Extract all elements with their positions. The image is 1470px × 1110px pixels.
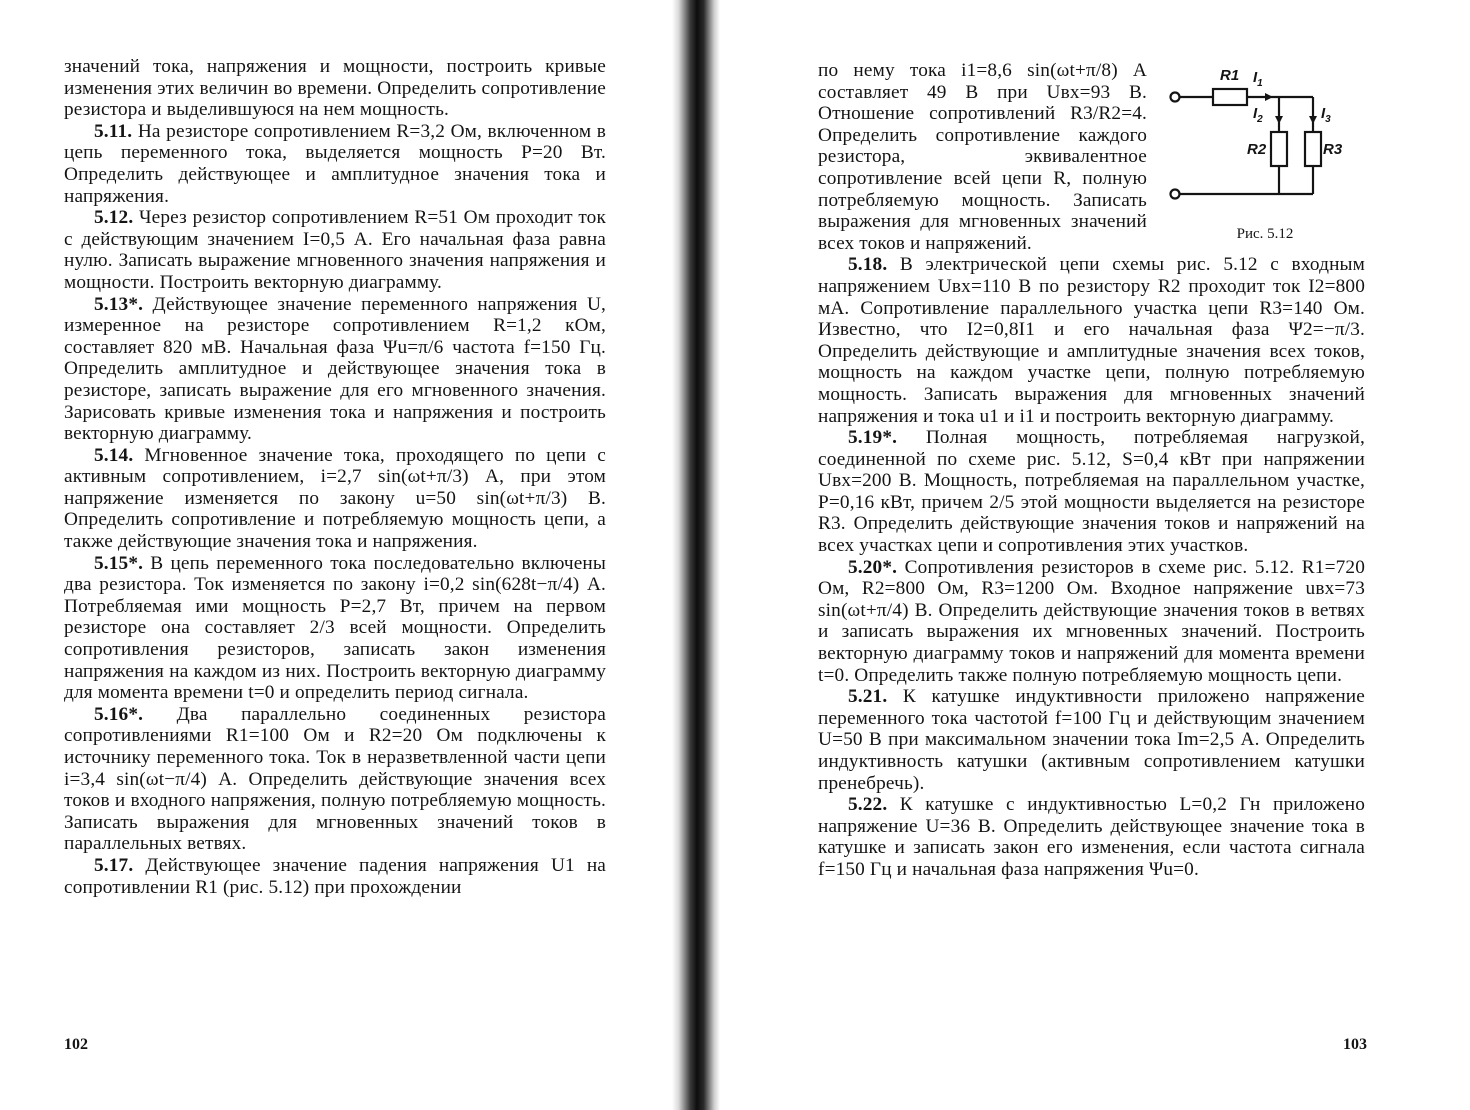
problem-number: 5.13*. xyxy=(94,293,144,315)
current-arrow-i2 xyxy=(1275,116,1283,124)
problem-continuation: значений тока, напряжения и мощности, построить кривые изменения этих величин во времени. Определить сопротивление резистора и выделившуюся на нем мощность. xyxy=(64,56,606,121)
problem-number: 5.11. xyxy=(94,120,133,142)
problem-number: 5.17. xyxy=(94,854,134,876)
problem-number: 5.19*. xyxy=(848,427,898,449)
problem-5-11: 5.11. На резисторе сопротивлением R=3,2 Ом, включенном в цепь переменного тока, выделяется мощность P=20 Вт. Определить действующее и амплитудное значения тока и напряжения. xyxy=(64,120,606,207)
page-number-right: 103 xyxy=(1343,1036,1367,1053)
page-number-left: 102 xyxy=(64,1036,88,1053)
problem-number: 5.22. xyxy=(848,794,888,816)
book-spine-gutter xyxy=(672,0,720,1110)
problem-number: 5.21. xyxy=(848,686,888,708)
problem-5-19: 5.19*. Полная мощность, потребляемая нагрузкой, соединенной по схеме рис. 5.12, S=0,4 кВт при напряжении Uвх=200 В. Мощность, потребляемая на параллельном участке, P=0,16 кВт, причем 2/5 этой мощности выделяется на резисторе R3. Определить действующие значения токов и напряжений на всех участках цепи и сопротивления этих участков. xyxy=(818,427,1365,557)
problem-5-21: 5.21. К катушке индуктивности приложено напряжение переменного тока частотой f=100 Гц и действующим значением U=50 В при максимальном значении тока Im=2,5 А. Определить индуктивность катушки (активным сопротивлением катушки пренебречь). xyxy=(818,686,1365,794)
problem-5-17-continuation: по нему тока i1=8,6 sin(ωt+π/8) А составляет 49 В при Uвх=93 В. Отношение сопротивлений R3/R2=4. Определить сопротивление каждого резистора, эквивалентное сопротивление всей цепи R, полную потребляемую мощность. Записать выражения для мгновенных значений всех токов и напряжений. xyxy=(818,60,1147,254)
problem-5-12: 5.12. Через резистор сопротивлением R=51 Ом проходит ток с действующим значением I=0,5 А. Его начальная фаза равна нулю. Записать выражение мгновенного значения напряжения и мощности. Построить векторную диаграмму. xyxy=(64,207,606,293)
current-arrow-i3 xyxy=(1309,116,1317,124)
problem-5-18: 5.18. В электрической цепи схемы рис. 5.12 с входным напряжением Uвх=110 В по резистору R2 проходит ток I2=800 мА. Сопротивление параллельного участка цепи R3=140 Ом. Известно, что I2=0,8I1 и его начальная фаза Ψ2=−π/3. Определить действующие и амплитудные значения всех токов, мощность на каждом участке цепи, полную потребляемую мощность. Записать выражения для мгновенных значений напряжения и тока u1 и i1 и построить векторную диаграмму. xyxy=(818,254,1365,427)
left-page-text xyxy=(64,56,606,898)
problem-5-22: 5.22. К катушке с индуктивностью L=0,2 Гн приложено напряжение U=36 В. Определить действующее значение тока в катушке и записать закон его изменения, если частота сигнала f=150 Гц и начальная фаза напряжения Ψu=0. xyxy=(818,794,1365,880)
problem-number: 5.15*. xyxy=(94,552,144,574)
problem-5-17: 5.17. Действующее значение падения напряжения U1 на сопротивлении R1 (рис. 5.12) при прохождении xyxy=(64,854,606,898)
label-i2: $I_2$ xyxy=(1253,105,1263,125)
problem-5-15: 5.15*. В цепь переменного тока последовательно включены два резистора. Ток изменяется по закону i=0,2 sin(628t−π/4) А. Потребляемая ими мощность P=2,7 Вт, причем на первом резисторе она составляет 2/3 всей мощности. Определить сопротивления резисторов, записать закон изменения напряжения на каждом из них. Построить векторную диаграмму для момента времени t=0 и определить период сигнала. xyxy=(64,552,606,704)
input-terminal-bottom xyxy=(1171,190,1180,199)
figure-caption: Рис. 5.12 xyxy=(1236,226,1294,242)
problem-number: 5.18. xyxy=(848,254,888,276)
label-i3: $I_3$ xyxy=(1321,105,1331,125)
problem-number: 5.12. xyxy=(94,207,134,229)
figure-5-12 xyxy=(1165,60,1365,243)
input-terminal-top xyxy=(1171,93,1180,102)
problem-number: 5.14. xyxy=(94,444,134,466)
resistor-r3 xyxy=(1305,132,1321,166)
label-r3: R3 xyxy=(1323,141,1343,158)
problem-5-14: 5.14. Мгновенное значение тока, проходящего по цепи с активным сопротивлением, i=2,7 sin(ωt+π/3) А, при этом напряжение изменяется по закону u=50 sin(ωt+π/3) В. Определить сопротивление и потребляемую мощность цепи, а также действующие значения тока и напряжения. xyxy=(64,444,606,553)
label-r1: R1 xyxy=(1220,67,1240,84)
current-arrow-i1 xyxy=(1265,93,1273,101)
right-page xyxy=(718,0,1470,1110)
problem-number: 5.16*. xyxy=(94,703,144,725)
label-i1: $I_1$ xyxy=(1253,69,1263,89)
resistor-r2 xyxy=(1271,132,1287,166)
circuit-diagram xyxy=(1165,60,1365,220)
right-page-text xyxy=(818,60,1365,881)
problem-5-16: 5.16*. Два параллельно соединенных резистора сопротивлениями R1=100 Ом и R2=20 Ом подключены к источнику переменного тока. Ток в неразветвленной части цепи i=3,4 sin(ωt−π/4) А. Определить действующие значения всех токов и входного напряжения, полную потребляемую мощность. Записать выражения для мгновенных значений токов в параллельных ветвях. xyxy=(64,703,606,855)
left-page xyxy=(0,0,680,1110)
resistor-r1 xyxy=(1213,89,1247,105)
label-r2: R2 xyxy=(1247,141,1267,158)
problem-number: 5.20*. xyxy=(848,556,898,578)
problem-5-20: 5.20*. Сопротивления резисторов в схеме рис. 5.12. R1=720 Ом, R2=800 Ом, R3=1200 Ом. Входное напряжение uвх=73 sin(ωt+π/4) В. Определить действующие значения токов в ветвях и записать выражения их мгновенных значений. Построить векторную диаграмму токов и напряжений для момента времени t=0. Определить также полную потребляемую мощность цепи. xyxy=(818,556,1365,686)
problem-5-13: 5.13*. Действующее значение переменного напряжения U, измеренное на резисторе сопротивлением R=1,2 кОм, составляет 820 мВ. Начальная фаза Ψu=π/6 частота f=150 Гц. Определить амплитудное и действующее значения тока в резисторе, записать выражение для его мгновенного значения. Зарисовать кривые изменения тока и напряжения и построить векторную диаграмму. xyxy=(64,293,606,445)
